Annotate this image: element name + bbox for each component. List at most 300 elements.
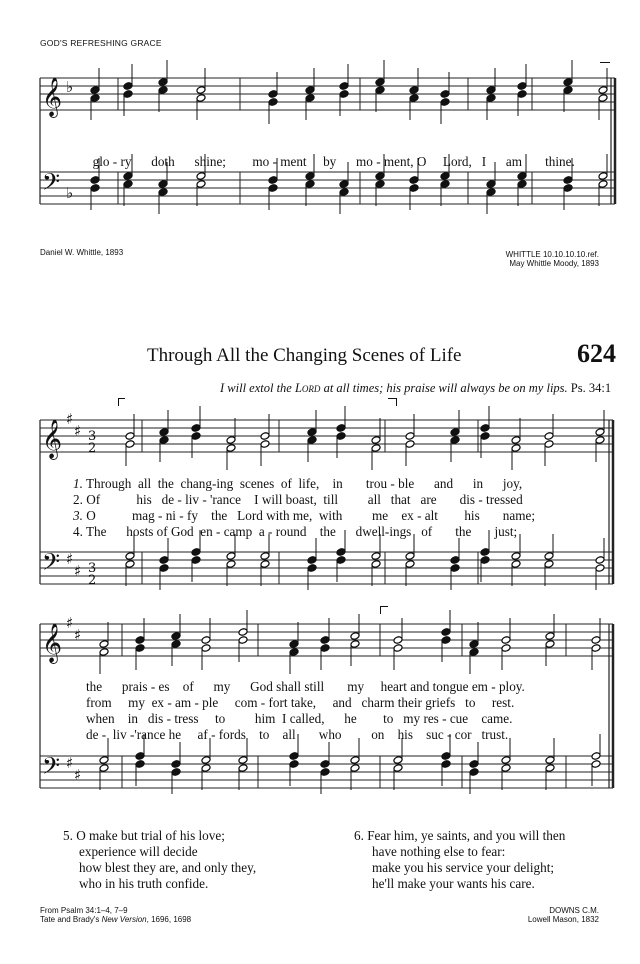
notehead — [123, 180, 133, 189]
notehead — [544, 432, 554, 441]
lyric-word: chang — [180, 476, 212, 491]
stanza-5 — [63, 828, 256, 892]
notehead — [517, 90, 527, 99]
lyric-word: of — [421, 524, 433, 539]
notehead — [305, 94, 315, 103]
lyric-word: to — [259, 727, 270, 742]
lyric-word: all — [282, 727, 296, 742]
notehead — [339, 188, 349, 197]
lyric-hyphen: - — [194, 695, 199, 710]
notehead — [226, 560, 236, 569]
notehead — [158, 86, 168, 95]
notehead — [305, 172, 315, 181]
notehead — [135, 636, 145, 645]
notehead — [598, 172, 608, 181]
notehead — [191, 432, 201, 441]
notehead — [307, 556, 317, 565]
lyric-word: suc — [426, 727, 444, 742]
notehead — [517, 172, 527, 181]
lyric-hyphen: - — [179, 508, 184, 523]
notehead — [480, 548, 490, 557]
notehead — [268, 184, 278, 193]
lyric-word: O — [416, 154, 427, 169]
epigraph-reference: Ps. 34:1 — [570, 381, 612, 395]
lyric-word: prais — [121, 679, 148, 694]
key-signature-icon: ♯ — [66, 410, 74, 428]
lyric-word: dis — [147, 711, 164, 726]
notehead — [409, 176, 419, 185]
notehead — [486, 94, 496, 103]
notehead — [511, 444, 521, 453]
notehead — [171, 760, 181, 769]
key-signature-icon: ♯ — [66, 754, 74, 772]
lyric-word: ex — [401, 508, 414, 523]
notehead — [158, 78, 168, 87]
verse-bracket — [380, 606, 388, 607]
verse-number: 4. — [73, 524, 83, 539]
bass-clef-icon: 𝄢 — [42, 168, 61, 201]
lyric-hyphen: - — [260, 695, 266, 710]
notehead — [158, 188, 168, 197]
lyric-word: O — [86, 508, 96, 523]
notehead — [563, 78, 573, 87]
notehead — [501, 644, 511, 653]
lyric-word: on — [371, 727, 385, 742]
notehead — [307, 428, 317, 437]
notehead — [375, 86, 385, 95]
lyric-word: to — [383, 711, 394, 726]
notehead — [393, 636, 403, 645]
notehead — [289, 648, 299, 657]
notehead — [405, 440, 415, 449]
notehead — [440, 90, 450, 99]
lyric-word: that — [390, 492, 411, 507]
notehead — [450, 556, 460, 565]
lyric-word: doth — [151, 154, 175, 169]
notehead — [441, 628, 451, 637]
lyric-word: de — [86, 727, 99, 742]
lyric-word: he — [168, 727, 182, 742]
lyric-word: and — [410, 679, 430, 694]
lyric-hyphen: - — [211, 727, 216, 742]
lyric-word: his — [464, 508, 480, 523]
verse-line — [86, 695, 514, 711]
lyric-hyphen: - — [211, 476, 217, 491]
notehead — [339, 90, 349, 99]
notehead — [123, 172, 133, 181]
lyric-word: heart — [380, 679, 407, 694]
notehead — [238, 636, 248, 645]
lyric-word: de — [161, 492, 175, 507]
lyric-word: the — [157, 476, 174, 491]
lyric-word: I — [254, 492, 259, 507]
lyric-word: trust. — [481, 727, 509, 742]
bass-clef-icon: 𝄢 — [42, 752, 61, 785]
lyric-word: to — [214, 711, 226, 726]
lyric-word: en — [200, 524, 213, 539]
notehead — [201, 756, 211, 765]
lyric-word: the — [455, 524, 472, 539]
time-signature: 3 — [88, 429, 97, 444]
notehead — [339, 180, 349, 189]
treble-clef-icon: 𝄞 — [42, 77, 63, 117]
notehead — [171, 632, 181, 641]
notehead — [196, 172, 206, 181]
notehead — [289, 760, 299, 769]
lyric-word: ry — [120, 154, 132, 169]
verse-bracket — [380, 606, 381, 614]
lyric-word: of — [280, 476, 292, 491]
notehead — [171, 768, 181, 777]
treble-clef-icon: 𝄞 — [42, 623, 63, 663]
lyric-hyphen: - — [166, 711, 172, 726]
time-signature: 2 — [88, 441, 97, 456]
lyric-hyphen: - — [376, 154, 381, 169]
notehead — [90, 184, 100, 193]
notehead — [517, 82, 527, 91]
notehead — [393, 644, 403, 653]
key-signature-icon: ♯ — [74, 626, 82, 644]
verse-line — [73, 492, 523, 508]
lyric-word: res — [423, 711, 439, 726]
notehead — [260, 552, 270, 561]
notehead — [158, 180, 168, 189]
notehead — [486, 86, 496, 95]
notehead — [289, 752, 299, 761]
notehead — [375, 180, 385, 189]
lyric-word: and — [332, 695, 352, 710]
notehead — [339, 82, 349, 91]
notehead — [350, 764, 360, 773]
lyric-word: me — [372, 508, 389, 523]
lyric-word: ploy. — [498, 679, 525, 694]
lyric-hyphen: - — [268, 524, 273, 539]
notehead — [99, 764, 109, 773]
lyric-word: ings — [389, 524, 412, 539]
lyric-word: him — [254, 711, 276, 726]
notehead — [371, 436, 381, 445]
notehead — [196, 86, 206, 95]
notehead — [238, 628, 248, 637]
verse-number: 1. — [73, 476, 83, 491]
lyric-word: by — [323, 154, 337, 169]
lyric-word: with — [318, 508, 343, 523]
notehead — [350, 632, 360, 641]
lyric-word: 'rance — [134, 727, 166, 742]
notehead — [469, 768, 479, 777]
notehead — [260, 432, 270, 441]
lyric-hyphen: - — [390, 476, 395, 491]
lyric-word: am — [505, 154, 523, 169]
lyric-word: trou — [365, 476, 388, 491]
notehead — [545, 756, 555, 765]
notehead — [159, 556, 169, 565]
notehead — [595, 564, 605, 573]
lyric-word: hosts of God — [126, 524, 194, 539]
key-signature-icon: ♭ — [66, 78, 74, 96]
notehead — [191, 556, 201, 565]
key-signature-icon: ♯ — [74, 422, 82, 440]
lyric-word: rest. — [491, 695, 515, 710]
lyric-word: af — [197, 727, 208, 742]
notehead — [125, 432, 135, 441]
notehead — [591, 752, 601, 761]
lyric-word: who — [318, 727, 342, 742]
lyric-word: ble — [398, 476, 415, 491]
notehead — [393, 756, 403, 765]
notehead — [480, 556, 490, 565]
notehead — [90, 176, 100, 185]
lyric-word: all — [367, 492, 381, 507]
lyric-hyphen: - — [101, 727, 107, 742]
lyric-word: alt — [424, 508, 438, 523]
time-signature: 3 — [88, 561, 97, 576]
lyric-word: to — [465, 695, 476, 710]
notehead — [320, 644, 330, 653]
notehead — [441, 752, 451, 761]
lyric-word: griefs — [425, 695, 456, 710]
notehead — [595, 436, 605, 445]
verse-line — [73, 476, 522, 492]
running-head: GOD'S REFRESHING GRACE — [40, 38, 162, 48]
hymn-number: 624 — [577, 339, 616, 368]
notehead — [90, 94, 100, 103]
lyric-word: still — [304, 679, 325, 694]
notehead — [440, 98, 450, 107]
key-signature-icon: ♯ — [74, 766, 82, 784]
lyric-word: all — [137, 476, 152, 491]
hymn-title: Through All the Changing Scenes of Life — [147, 345, 462, 366]
notehead — [99, 640, 109, 649]
time-signature: 2 — [88, 573, 97, 588]
lyric-word: es — [158, 679, 170, 694]
notehead — [563, 176, 573, 185]
notehead — [441, 760, 451, 769]
source-years: , 1696, 1698 — [146, 915, 192, 924]
lyric-word: his — [397, 727, 413, 742]
lyric-word: thine. — [545, 154, 575, 169]
notehead — [99, 648, 109, 657]
stanza-line: 5. O make but trial of his love; — [63, 828, 225, 843]
notehead — [125, 552, 135, 561]
lyric-word: will boast, — [261, 492, 317, 507]
notehead — [375, 78, 385, 87]
lyric-hyphen: - — [202, 492, 207, 507]
lyric-word: tress — [174, 711, 199, 726]
lyric-word: in — [127, 711, 139, 726]
notehead — [469, 760, 479, 769]
notehead — [226, 444, 236, 453]
lyric-word: just; — [494, 524, 518, 539]
verse-bracket — [388, 398, 396, 399]
lyric-word: take, — [290, 695, 317, 710]
epigraph — [220, 381, 611, 396]
lyric-word: fort — [268, 695, 288, 710]
lyric-word: liv — [185, 492, 200, 507]
notehead — [320, 760, 330, 769]
lyric-word: me, — [292, 508, 313, 523]
notehead — [123, 90, 133, 99]
stanza-line: make you his service your delight; — [372, 860, 555, 875]
lyric-word: glo — [92, 154, 110, 169]
notehead — [501, 636, 511, 645]
lyric-word: scenes — [239, 476, 275, 491]
stanza-line: how blest they are, and only they, — [79, 860, 257, 875]
notehead — [201, 636, 211, 645]
lyric-word: name; — [502, 508, 536, 523]
stanza-line: who in his truth confide. — [79, 876, 209, 891]
key-signature-icon: ♯ — [74, 562, 82, 580]
lyric-word: round — [275, 524, 307, 539]
notehead — [591, 760, 601, 769]
epigraph-text: I will extol the — [220, 381, 295, 395]
text-source: From Psalm 34:1–4, 7–9 — [40, 906, 128, 915]
notehead — [159, 564, 169, 573]
lyric-word: my — [128, 695, 145, 710]
lyric-word: 'rance — [210, 492, 241, 507]
notehead — [201, 644, 211, 653]
notehead — [591, 644, 601, 653]
notehead — [450, 564, 460, 573]
lyric-word: came. — [481, 711, 513, 726]
notehead — [159, 436, 169, 445]
notehead — [545, 632, 555, 641]
notehead — [393, 764, 403, 773]
notehead — [171, 640, 181, 649]
lyric-word: till — [323, 492, 339, 507]
notehead — [409, 86, 419, 95]
stanza-line: experience will decide — [79, 844, 198, 859]
tune-credit: DOWNS C.M. — [549, 906, 599, 915]
verse-line — [73, 524, 517, 540]
notehead — [501, 764, 511, 773]
notehead — [563, 86, 573, 95]
verse-line — [73, 508, 535, 524]
lyric-word: ing — [216, 476, 234, 491]
notehead — [268, 90, 278, 99]
lyric-hyphen: - — [272, 154, 277, 169]
lyric-word: my — [403, 711, 421, 726]
notehead — [336, 548, 346, 557]
notehead — [544, 552, 554, 561]
notehead — [405, 552, 415, 561]
lyric-word: God — [250, 679, 273, 694]
notehead — [598, 94, 608, 103]
verse-bracket — [118, 398, 119, 406]
epigraph-text-2: at all times; his praise will always be on my lips. — [320, 381, 568, 395]
notehead — [409, 94, 419, 103]
lyric-word: Through — [85, 476, 132, 491]
notehead — [159, 428, 169, 437]
notehead — [191, 548, 201, 557]
lyric-word: shine; — [194, 154, 226, 169]
notehead — [305, 180, 315, 189]
lyric-word: ex — [151, 695, 165, 710]
notehead — [501, 756, 511, 765]
text-source-2 — [40, 915, 191, 924]
lyric-word: The — [85, 524, 107, 539]
notehead — [511, 436, 521, 445]
lyric-hyphen: - — [167, 695, 172, 710]
lyric-word: cue — [449, 711, 469, 726]
notehead — [595, 428, 605, 437]
notehead — [268, 98, 278, 107]
notehead — [90, 86, 100, 95]
notehead — [563, 184, 573, 193]
composer-credit: Lowell Mason, 1832 — [527, 915, 599, 924]
source-text: Tate and Brady's — [40, 915, 102, 924]
lyric-word: of — [182, 679, 194, 694]
notehead — [320, 768, 330, 777]
lyric-word: the — [319, 524, 336, 539]
verse-line — [86, 679, 525, 695]
lyric-hyphen: - — [216, 524, 221, 539]
lyric-word: I — [282, 711, 287, 726]
lyric-word: ple — [202, 695, 219, 710]
notehead — [125, 560, 135, 569]
notehead — [480, 424, 490, 433]
notehead — [450, 428, 460, 437]
verse-bracket — [396, 398, 397, 406]
lyric-word: and — [434, 476, 454, 491]
notehead — [289, 640, 299, 649]
notehead — [545, 764, 555, 773]
notehead — [336, 556, 346, 565]
lyric-word: the — [86, 679, 103, 694]
notehead — [545, 640, 555, 649]
lyric-word: his — [136, 492, 152, 507]
lyric-word: com — [234, 695, 258, 710]
notehead — [191, 424, 201, 433]
notehead — [123, 82, 133, 91]
lyric-hyphen: - — [112, 154, 118, 169]
notehead — [320, 636, 330, 645]
lyric-hyphen: - — [491, 679, 496, 694]
lyric-word: dwell — [355, 524, 385, 539]
prev-hymn-lyric-line — [86, 138, 575, 170]
verse-number: 3. — [73, 508, 83, 523]
lyric-word: am — [175, 695, 192, 710]
lyric-hyphen: - — [158, 508, 163, 523]
lyric-word: the — [211, 508, 228, 523]
notehead — [238, 756, 248, 765]
lyric-word: mo — [356, 154, 373, 169]
lyric-word: mag — [131, 508, 155, 523]
verse-line — [86, 711, 512, 727]
lyric-hyphen: - — [442, 711, 447, 726]
notehead — [371, 444, 381, 453]
notehead — [305, 86, 315, 95]
notehead — [307, 564, 317, 573]
notehead — [511, 560, 521, 569]
lyric-word: he — [344, 711, 357, 726]
lyric-word: cor — [454, 727, 472, 742]
notehead — [238, 764, 248, 773]
bass-clef-icon: 𝄢 — [42, 548, 61, 581]
lyric-word: life, — [298, 476, 320, 491]
lyric-word: when — [86, 711, 115, 726]
lyric-hyphen: - — [417, 508, 422, 523]
lyric-word: from — [86, 695, 112, 710]
notehead — [440, 172, 450, 181]
lyric-word: my — [347, 679, 365, 694]
lyric-word: ment — [280, 154, 307, 169]
notehead — [480, 432, 490, 441]
lyric-word: Lord with — [237, 508, 290, 523]
verse-bracket — [118, 398, 125, 399]
notehead — [336, 432, 346, 441]
stanza-line: have nothing else to fear: — [372, 844, 506, 859]
